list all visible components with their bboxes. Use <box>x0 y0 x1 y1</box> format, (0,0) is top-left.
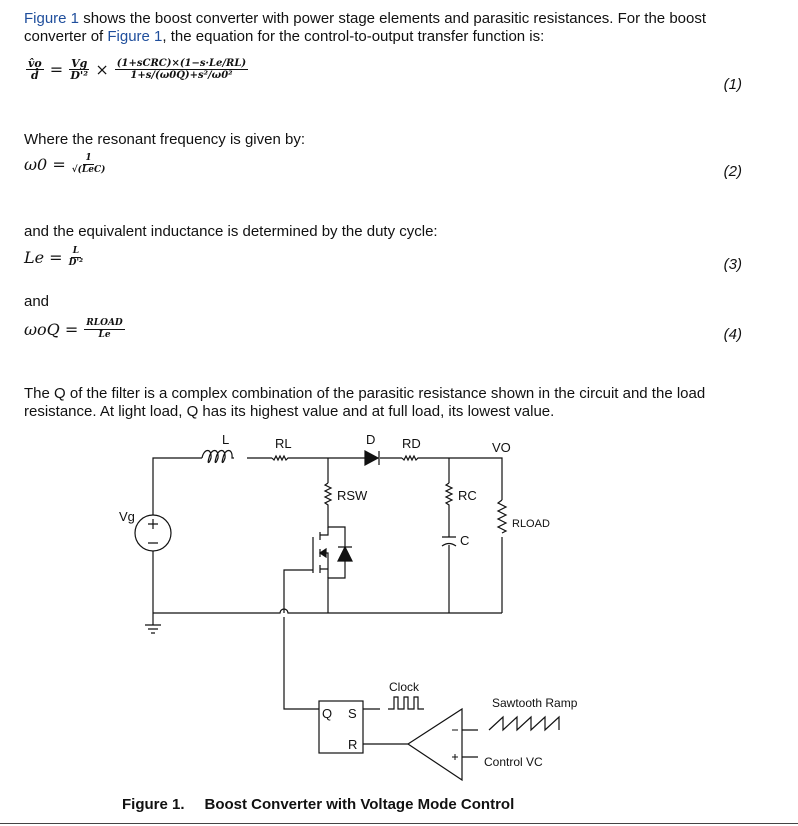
sawtooth-waveform-icon <box>489 717 559 730</box>
label-C: C <box>460 533 470 548</box>
equation-number: (4) <box>723 326 742 343</box>
resonant-text: Where the resonant frequency is given by: <box>24 131 305 148</box>
equation-3: Le = $\frac{L}{\text{D'²}}$ <box>24 246 84 268</box>
figure-link[interactable]: Figure 1 <box>107 28 163 45</box>
comparator <box>408 709 462 780</box>
label-Vo: VO <box>492 440 511 455</box>
figure-link[interactable]: Figure 1 <box>24 10 80 27</box>
mosfet <box>284 527 328 613</box>
equation-number: (3) <box>723 256 742 273</box>
label-R: R <box>348 737 358 752</box>
divider <box>0 823 798 824</box>
label-L: L <box>222 432 230 447</box>
resistor-RC <box>446 483 452 508</box>
label-RL: RL <box>275 436 292 451</box>
label-clock: Clock <box>389 680 420 694</box>
equation-1: $\frac{v̂o}{d̂}$ = $\frac{Vg}{\text{D'²}}$ × $\frac{\text{(1+sCRC)×(1−s·Le/RL)}}{\text{1+s/(ω0Q)+s²/ω0²}}$ <box>28 57 247 82</box>
label-sawtooth: Sawtooth Ramp <box>492 696 578 710</box>
label-control-vc: Control VC <box>484 755 543 769</box>
resistor-RL <box>272 456 290 460</box>
figure-caption: Figure 1. Boost Converter with Voltage Mode Control <box>122 796 515 813</box>
label-Q: Q <box>322 706 333 721</box>
diode-D <box>365 451 379 465</box>
equation-number: (2) <box>723 163 742 180</box>
label-S: S <box>348 706 357 721</box>
capacitor-C <box>442 537 456 546</box>
equation-2: ω0 = $\frac{1}{\text{√(LeC)}}$ <box>24 153 106 175</box>
label-Rload: RLOAD <box>512 518 550 530</box>
and-text: and <box>24 293 50 310</box>
intro-paragraph: Figure 1 shows the boost converter with power stage elements and parasitic resistances. For the boost converter of Figure 1, the equation for the control-to-output transfer function is: <box>24 10 707 45</box>
label-D: D <box>366 432 376 447</box>
q-paragraph: The Q of the filter is a complex combination of the parasitic resistance shown in the circuit and the load resistance. At light load, Q has its highest value and at full load, its lowest value. <box>24 385 706 420</box>
equation-number: (1) <box>723 76 742 93</box>
label-Rsw: RSW <box>337 488 368 503</box>
resistor-RD <box>402 456 420 460</box>
inductance-text: and the equivalent inductance is determined by the duty cycle: <box>24 223 438 240</box>
resistor-RSW <box>325 483 331 508</box>
ground-icon <box>145 613 161 633</box>
equation-4: ωoQ = $\frac{\text{RLOAD}}{Le}$ <box>24 318 123 340</box>
label-Rc: RC <box>458 488 477 503</box>
label-Vg: Vg <box>119 509 135 524</box>
label-RD: RD <box>402 436 421 451</box>
body-diode <box>338 547 352 561</box>
clock-waveform-icon <box>388 697 424 709</box>
inductor-L <box>202 451 234 463</box>
resistor-RLOAD <box>498 500 506 533</box>
